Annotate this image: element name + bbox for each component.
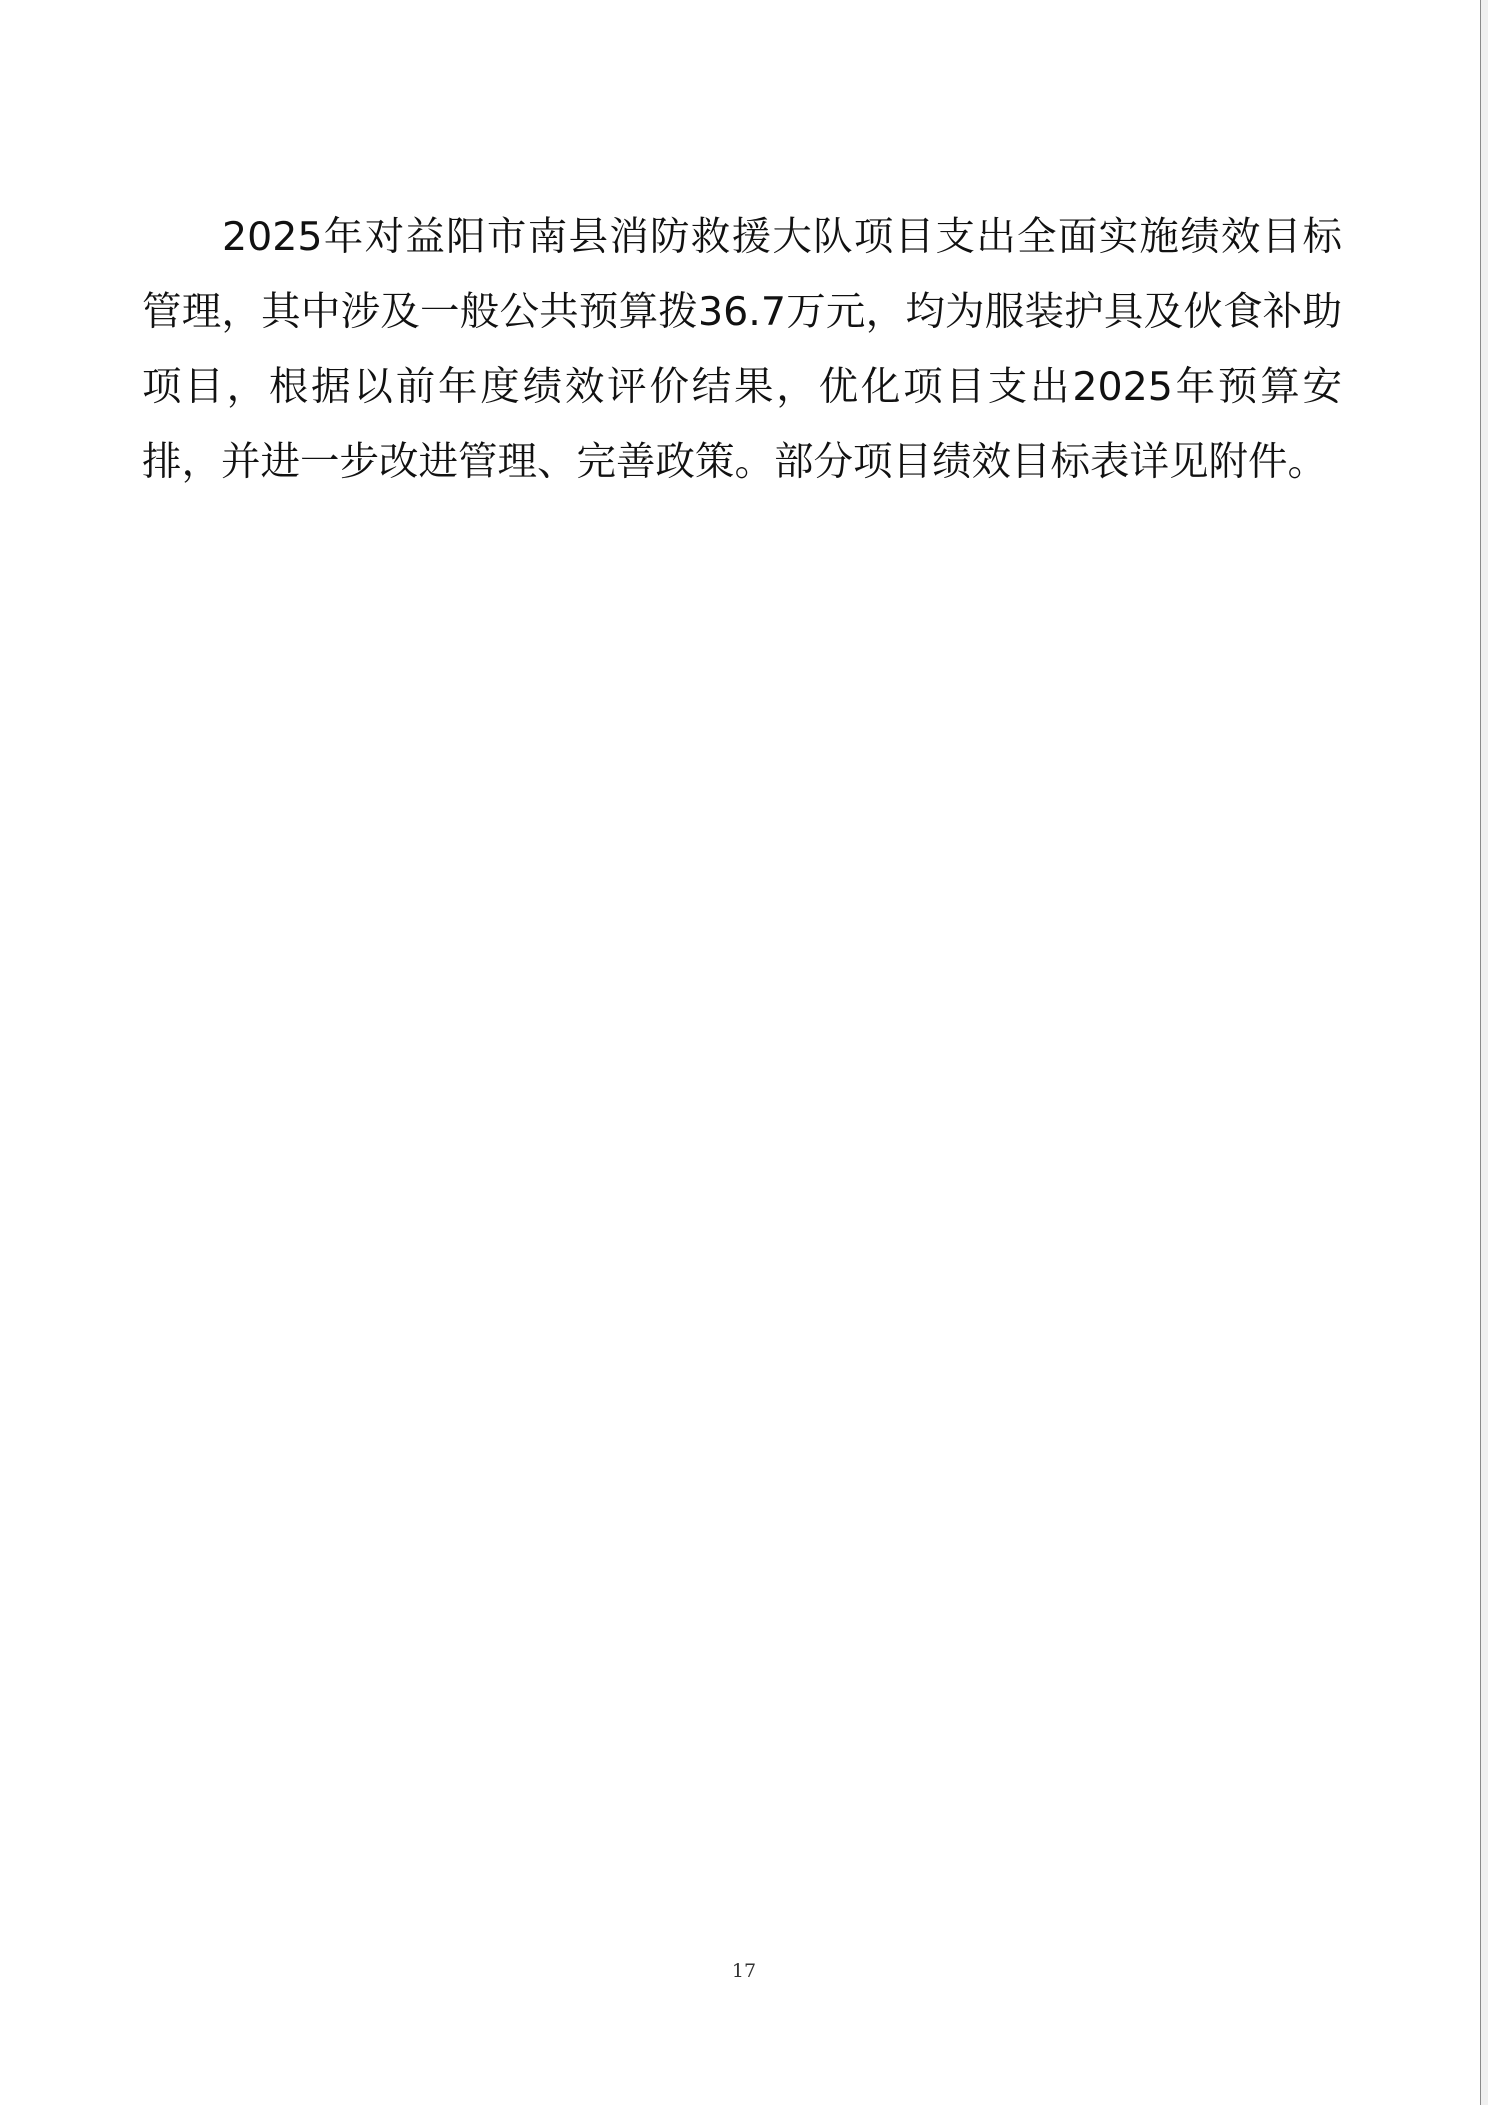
- body-paragraph: 2025年对益阳市南县消防救援大队项目支出全面实施绩效目标管理，其中涉及一般公共预算拨36.7万元，均为服装护具及伙食补助项目，根据以前年度绩效评价结果，优化项目支出2025年预算安排，并进一步改进管理、完善政策。部分项目绩效目标表详见附件。: [142, 214, 1342, 485]
- viewer-background-strip: [1481, 0, 1488, 2105]
- page-number: 17: [731, 1960, 757, 1982]
